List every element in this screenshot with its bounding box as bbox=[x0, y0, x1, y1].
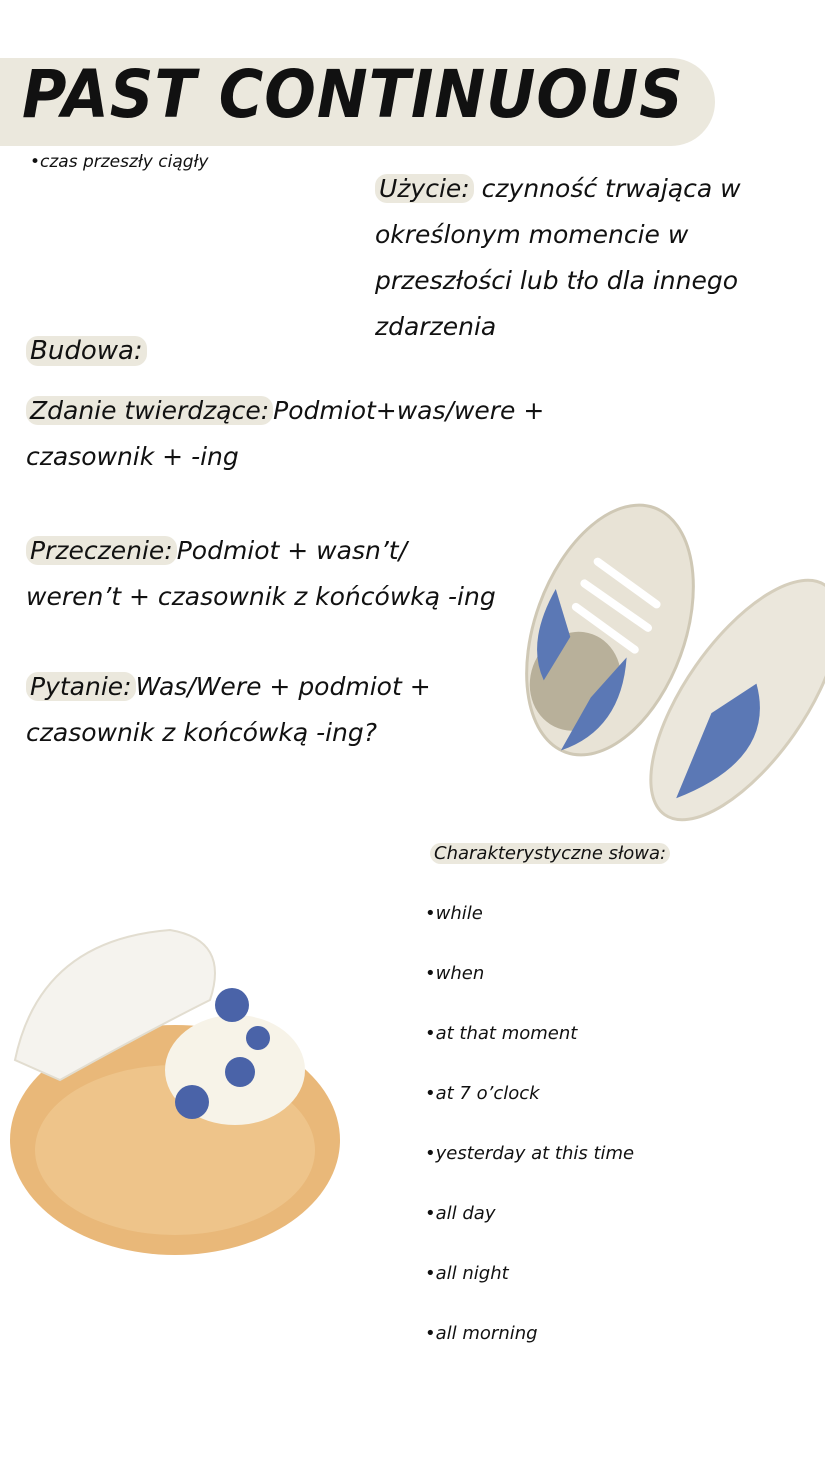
keyword-item: •while bbox=[425, 903, 483, 924]
affirmative-label: Zdanie twierdzące: bbox=[26, 396, 273, 425]
keyword-item: •all morning bbox=[425, 1323, 538, 1344]
keyword-item: •all night bbox=[425, 1263, 509, 1284]
keyword-item: •when bbox=[425, 963, 485, 984]
negative-label: Przeczenie: bbox=[26, 536, 177, 565]
usage-label: Użycie: bbox=[375, 174, 474, 203]
affirmative-text: Podmiot+was/were + czasownik + -ing bbox=[26, 396, 545, 471]
keyword-item: •yesterday at this time bbox=[425, 1143, 635, 1164]
subtitle: •czas przeszły ciągły bbox=[30, 152, 209, 172]
structure-heading: Budowa: bbox=[26, 336, 147, 366]
question-label: Pytanie: bbox=[26, 672, 136, 701]
sneakers-illustration bbox=[515, 500, 825, 830]
question-rule bbox=[26, 664, 506, 756]
keyword-item: •all day bbox=[425, 1203, 496, 1224]
usage-text: czynność trwająca w określonym momencie w przeszłości lub tło dla innego zdarzenia bbox=[375, 174, 741, 341]
keyword-item: •at 7 o’clock bbox=[425, 1083, 540, 1104]
usage-section bbox=[375, 166, 815, 350]
keywords-heading: Charakterystyczne słowa: bbox=[430, 843, 670, 864]
question-text: Was/Were + podmiot + czasownik z końcówką -ing? bbox=[26, 672, 431, 747]
negative-text: Podmiot + wasn’t/ weren’t + czasownik z końcówką -ing bbox=[26, 536, 496, 611]
page-title: PAST CONTINUOUS bbox=[22, 56, 684, 133]
negative-rule bbox=[26, 528, 496, 620]
affirmative-rule bbox=[26, 388, 666, 480]
keyword-item: •at that moment bbox=[425, 1023, 578, 1044]
cream-puff-illustration bbox=[0, 920, 350, 1270]
